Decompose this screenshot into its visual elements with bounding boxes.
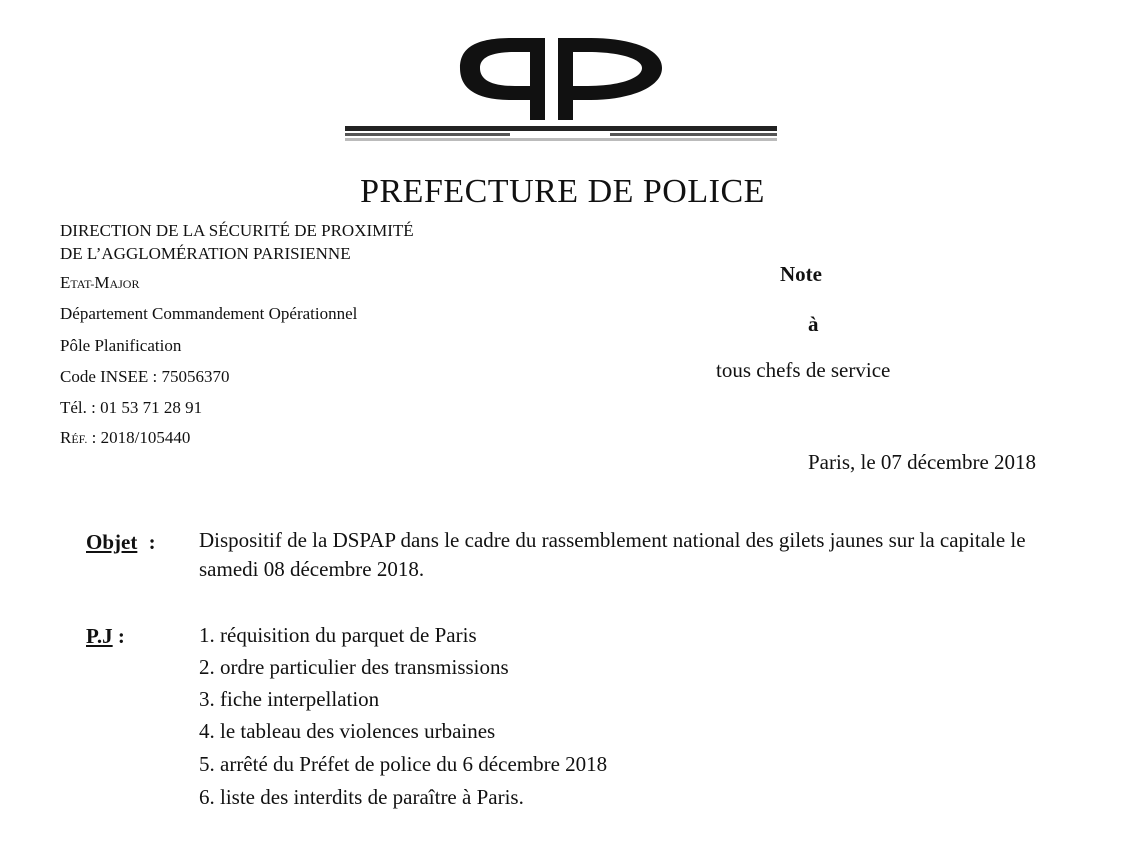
- pj-item: 3. fiche interpellation: [199, 687, 380, 711]
- objet-label: [86, 530, 156, 555]
- objet-text: Dispositif de la DSPAP dans le cadre du rassemblement national des gilets jaunes sur la capitale le samedi 08 décembre 2018.: [199, 528, 1026, 581]
- note-recipient: tous chefs de service: [716, 358, 891, 382]
- logo-title: PREFECTURE DE POLICE: [360, 173, 765, 210]
- note-a: à: [808, 312, 819, 336]
- etat-major: [60, 274, 139, 291]
- pole: Pôle Planification: [60, 336, 182, 355]
- insee-code: Code INSEE : 75056370: [60, 367, 230, 386]
- objet-colon: :: [143, 530, 156, 554]
- pj-item: 2. ordre particulier des transmissions: [199, 655, 509, 679]
- etat-major-rest: TAT-: [70, 277, 95, 291]
- objet-label-text: Objet: [86, 530, 138, 554]
- etat-major-initial-2: M: [94, 273, 110, 292]
- ref-value: : 2018/105440: [87, 428, 191, 447]
- telephone: Tél. : 01 53 71 28 91: [60, 398, 203, 417]
- pj-item: 6. liste des interdits de paraître à Paris.: [199, 785, 524, 809]
- direction-line-2: DE L’AGGLOMÉRATION PARISIENNE: [60, 244, 351, 263]
- note-title: Note: [780, 262, 822, 286]
- pj-label-text: P.J: [86, 624, 113, 648]
- pp-emblem-icon: [340, 30, 785, 180]
- etat-major-rest-2: AJOR: [109, 277, 140, 291]
- direction-line-1: DIRECTION DE LA SÉCURITÉ DE PROXIMITÉ: [60, 221, 414, 240]
- etat-major-initial: E: [60, 273, 71, 292]
- pj-label: [86, 624, 125, 649]
- department: Département Commandement Opérationnel: [60, 304, 358, 323]
- prefecture-logo: [340, 30, 785, 210]
- pj-item: 5. arrêté du Préfet de police du 6 décembre 2018: [199, 752, 608, 776]
- date-line: Paris, le 07 décembre 2018: [808, 450, 1037, 474]
- reference: [60, 429, 190, 446]
- pj-colon: :: [112, 624, 125, 648]
- ref-rest: ÉF.: [71, 432, 88, 446]
- pj-item: 4. le tableau des violences urbaines: [199, 719, 496, 743]
- ref-initial: R: [60, 428, 72, 447]
- pj-item: 1. réquisition du parquet de Paris: [199, 623, 477, 647]
